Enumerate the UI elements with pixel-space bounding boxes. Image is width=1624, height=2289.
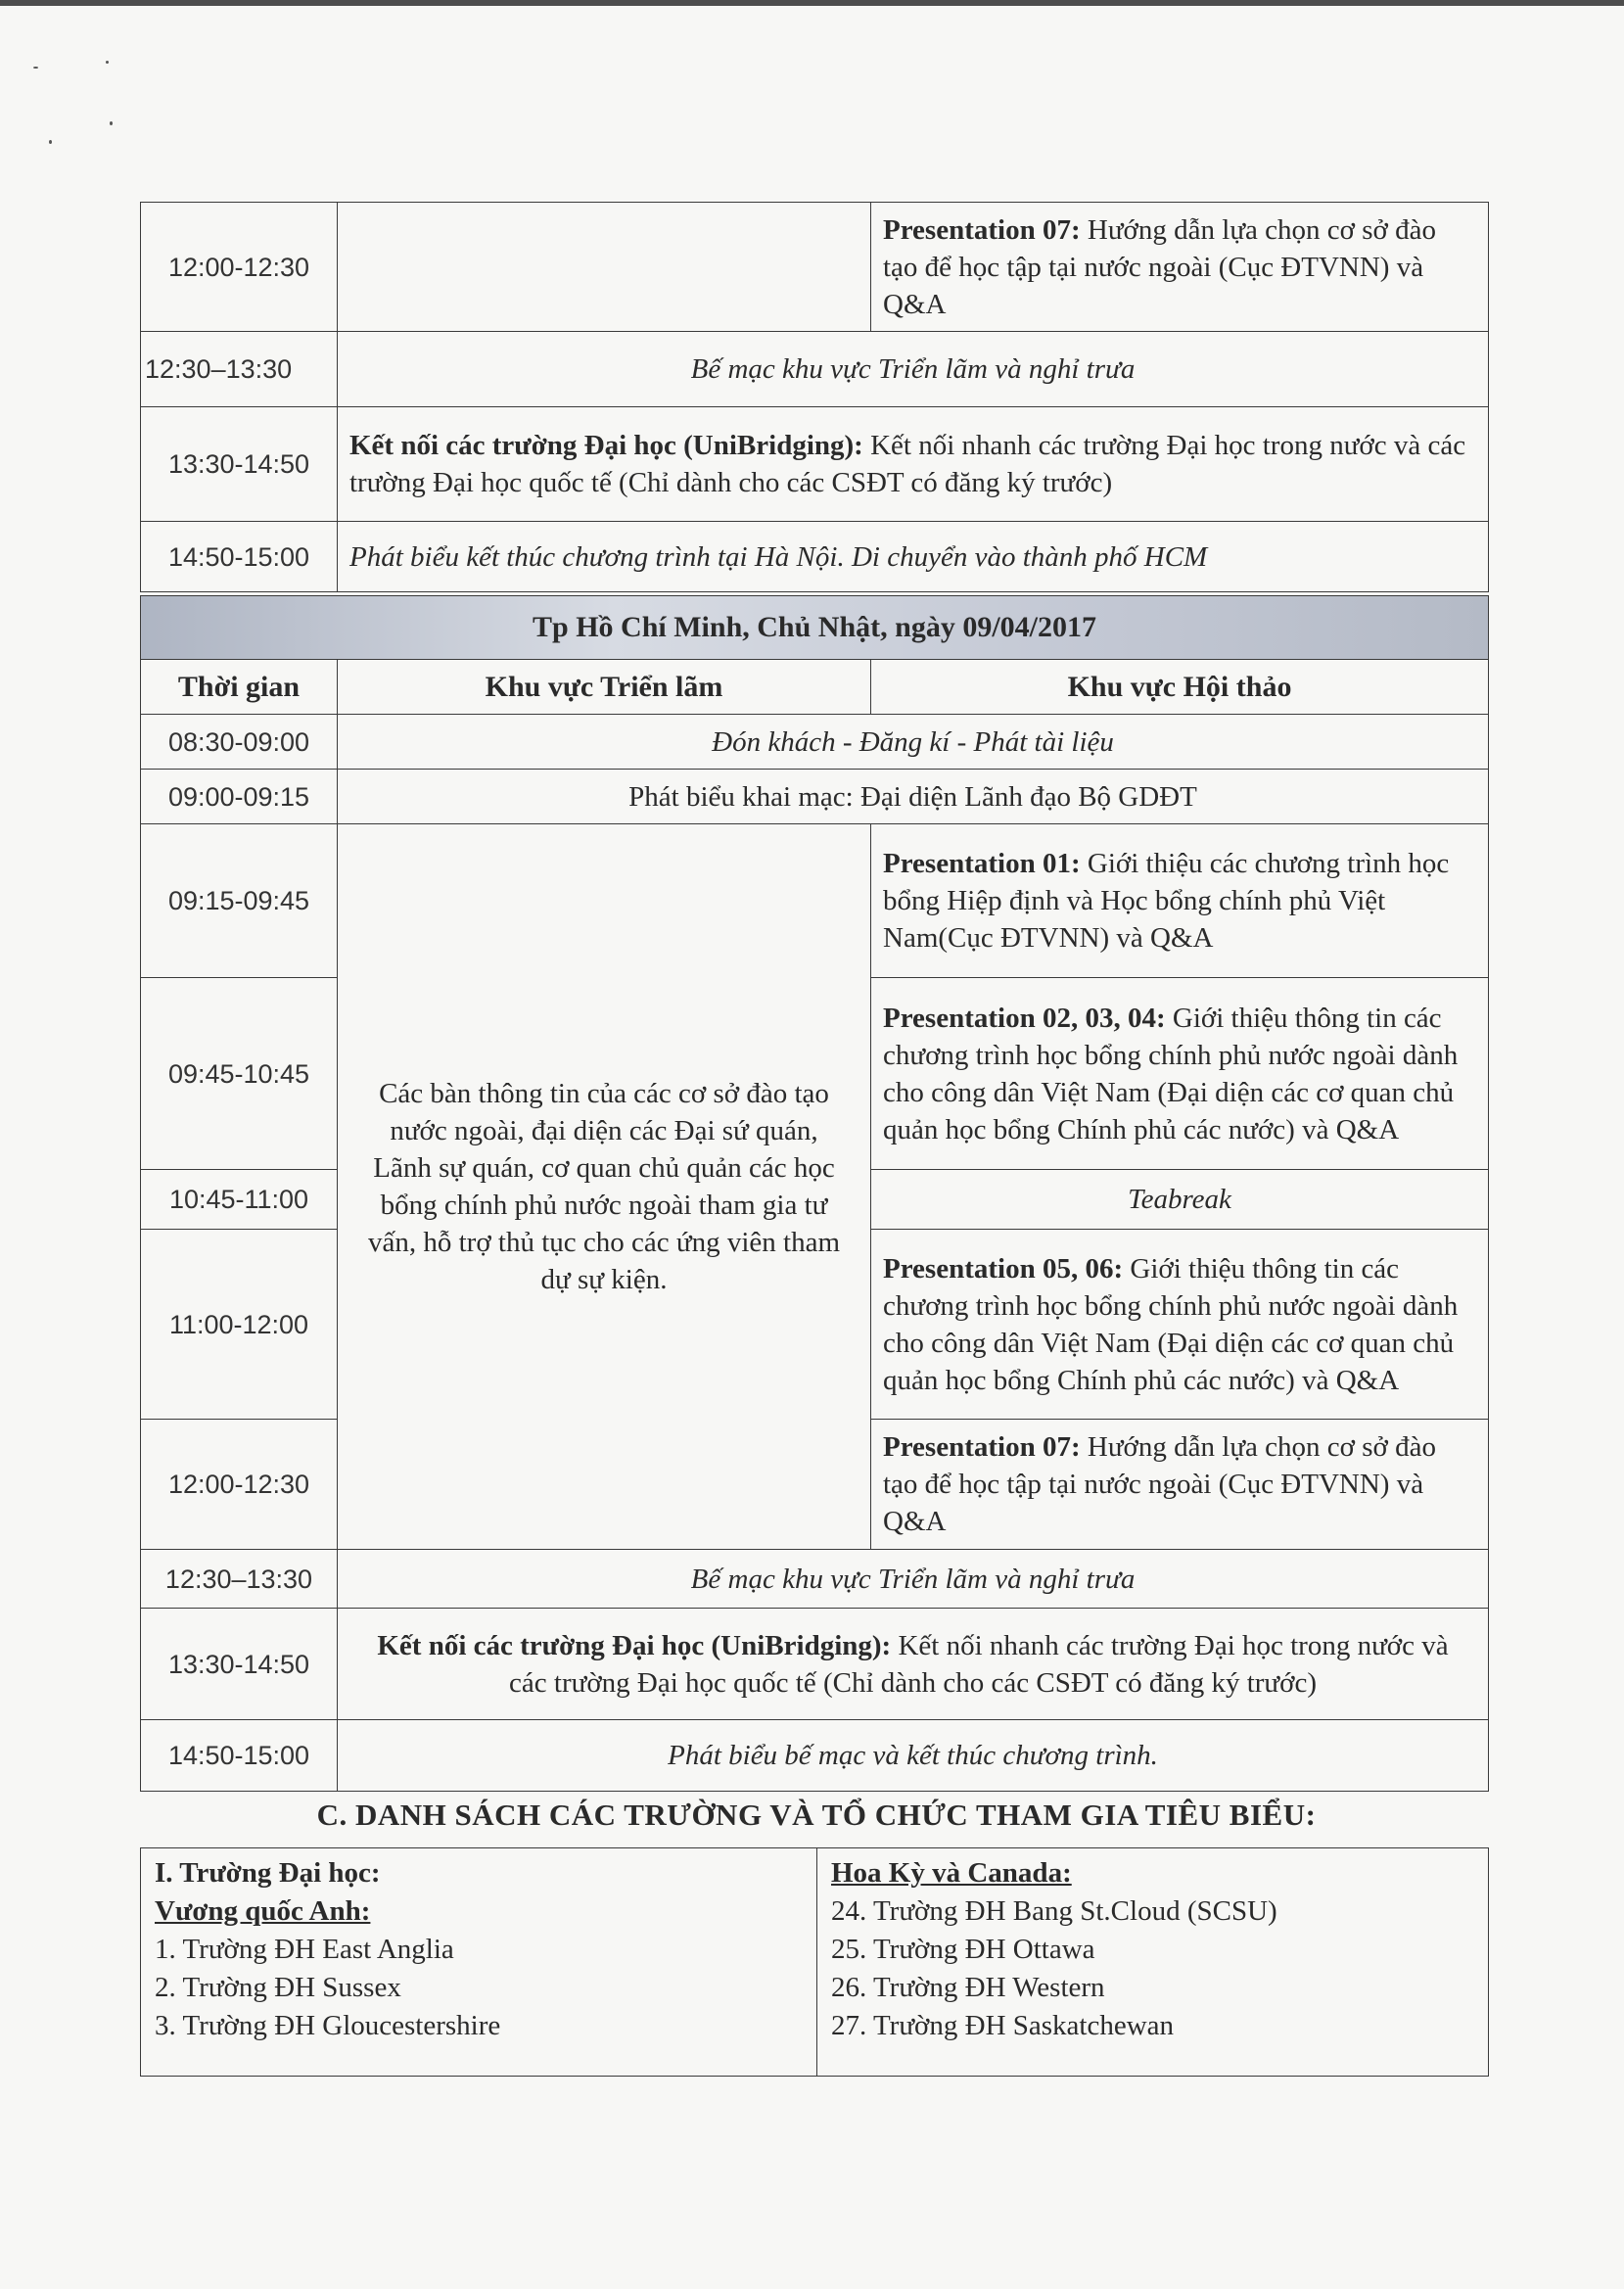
time-cell: 14:50-15:00 — [141, 522, 338, 592]
list-item: 2. Trường ĐH Sussex — [155, 1972, 401, 2003]
break-cell: Bế mạc khu vực Triển lãm và nghỉ trưa — [338, 1550, 1489, 1609]
city-heading-row — [141, 596, 1489, 660]
table-row — [141, 1720, 1489, 1792]
session-desc: Giới thiệu thông tin các chương trình học bổng chính phủ nước ngoài dành cho công dân Việt Nam (Đại diện các cơ quan chủ quản học bổng Chính phủ các nước) và Q&A — [883, 1002, 1459, 1145]
session-title: Presentation 01: — [883, 848, 1081, 879]
table-row — [141, 770, 1489, 824]
list-item: 1. Trường ĐH East Anglia — [155, 1934, 454, 1965]
session-cell — [871, 1420, 1489, 1550]
column-header-row — [141, 660, 1489, 715]
closing-cell: Phát biểu bế mạc và kết thúc chương trình. — [338, 1720, 1489, 1792]
session-cell — [871, 1230, 1489, 1420]
scan-speck — [106, 61, 109, 64]
hanoi-schedule-table — [140, 202, 1489, 592]
country-heading: Hoa Kỳ và Canada: — [831, 1857, 1072, 1889]
group-heading: I. Trường Đại học: — [155, 1857, 381, 1889]
table-row — [141, 824, 1489, 978]
uk-universities-cell — [141, 1848, 817, 2077]
table-row — [141, 715, 1489, 770]
session-desc: Giới thiệu thông tin các chương trình học bổng chính phủ nước ngoài dành cho công dân Việt Nam (Đại diện các cơ quan chủ quản học bổng Chính phủ các nước) và Q&A — [883, 1252, 1459, 1396]
column-header-time: Thời gian — [141, 660, 338, 715]
time-cell: 09:00-09:15 — [141, 770, 338, 824]
list-item: 25. Trường ĐH Ottawa — [831, 1934, 1095, 1965]
session-cell — [338, 1609, 1489, 1720]
list-item: 26. Trường ĐH Western — [831, 1972, 1105, 2003]
hcm-schedule-table — [140, 595, 1489, 1792]
time-cell: 12:30–13:30 — [141, 1550, 338, 1609]
session-cell — [871, 203, 1489, 332]
scan-speck — [33, 67, 38, 69]
session-cell — [338, 407, 1489, 522]
exhibition-cell: Các bàn thông tin của các cơ sở đào tạo nước ngoài, đại diện các Đại sứ quán, Lãnh sự quán, cơ quan chủ quản các học bổng chính phủ nước ngoài tham gia tư vấn, hỗ trợ thủ tục cho các ứng viên tham dự sự kiện. — [338, 824, 871, 1550]
reception-cell: Đón khách - Đăng kí - Phát tài liệu — [338, 715, 1489, 770]
session-desc: Hướng dẫn lựa chọn cơ sở đào tạo để học tập tại nước ngoài (Cục ĐTVNN) và Q&A — [883, 213, 1436, 320]
list-item: 24. Trường ĐH Bang St.Cloud (SCSU) — [831, 1895, 1277, 1927]
session-desc: Hướng dẫn lựa chọn cơ sở đào tạo để học tập tại nước ngoài (Cục ĐTVNN) và Q&A — [883, 1431, 1436, 1537]
scan-top-edge — [0, 0, 1624, 6]
time-cell: 09:45-10:45 — [141, 978, 338, 1170]
us-canada-universities-cell — [817, 1848, 1489, 2077]
time-cell: 11:00-12:00 — [141, 1230, 338, 1420]
teabreak-cell: Teabreak — [871, 1170, 1489, 1230]
session-title: Kết nối các trường Đại học (UniBridging): — [377, 1629, 892, 1661]
session-title: Presentation 05, 06: — [883, 1252, 1124, 1285]
table-row — [141, 332, 1489, 407]
session-cell — [871, 978, 1489, 1170]
table-row — [141, 522, 1489, 592]
time-cell: 09:15-09:45 — [141, 824, 338, 978]
empty-cell — [338, 203, 871, 332]
country-heading: Vương quốc Anh: — [155, 1895, 371, 1927]
list-item: 27. Trường ĐH Saskatchewan — [831, 2010, 1175, 2041]
city-heading: Tp Hồ Chí Minh, Chủ Nhật, ngày 09/04/2017 — [141, 596, 1489, 660]
time-cell: 14:50-15:00 — [141, 1720, 338, 1792]
session-title: Presentation 07: — [883, 213, 1081, 246]
time-cell: 13:30-14:50 — [141, 407, 338, 522]
table-row — [141, 1848, 1489, 2077]
time-cell: 08:30-09:00 — [141, 715, 338, 770]
break-cell: Bế mạc khu vực Triển lãm và nghỉ trưa — [338, 332, 1489, 407]
column-header-exhibition: Khu vực Triển lãm — [338, 660, 871, 715]
session-title: Presentation 07: — [883, 1431, 1081, 1463]
time-cell: 12:30–13:30 — [141, 332, 338, 407]
table-row — [141, 407, 1489, 522]
session-title: Kết nối các trường Đại học (UniBridging): — [349, 430, 863, 461]
table-row — [141, 1550, 1489, 1609]
time-cell: 12:00-12:30 — [141, 1420, 338, 1550]
session-desc: Kết nối nhanh các trường Đại học trong nước và các trường Đại học quốc tế (Chỉ dành cho các CSĐT có đăng ký trước) — [349, 430, 1466, 498]
scan-speck — [110, 121, 113, 125]
column-header-workshop: Khu vực Hội thảo — [871, 660, 1489, 715]
time-cell: 13:30-14:50 — [141, 1609, 338, 1720]
session-title: Presentation 02, 03, 04: — [883, 1002, 1166, 1034]
closing-cell: Phát biểu kết thúc chương trình tại Hà Nội. Di chuyển vào thành phố HCM — [338, 522, 1489, 592]
scan-speck — [49, 140, 52, 144]
participants-table — [140, 1847, 1489, 2077]
session-desc: Giới thiệu các chương trình học bổng Hiệp định và Học bổng chính phủ Việt Nam(Cục ĐTVNN) và Q&A — [883, 848, 1450, 954]
time-cell: 12:00-12:30 — [141, 203, 338, 332]
table-row — [141, 1609, 1489, 1720]
time-cell: 10:45-11:00 — [141, 1170, 338, 1230]
section-c-title: C. DANH SÁCH CÁC TRƯỜNG VÀ TỔ CHỨC THAM GIA TIÊU BIỂU: — [316, 1798, 1317, 1832]
opening-cell: Phát biểu khai mạc: Đại diện Lãnh đạo Bộ GDĐT — [338, 770, 1489, 824]
list-item: 3. Trường ĐH Gloucestershire — [155, 2010, 501, 2041]
session-desc: Kết nối nhanh các trường Đại học trong nước và các trường Đại học quốc tế (Chỉ dành cho các CSĐT có đăng ký trước) — [509, 1629, 1449, 1699]
session-cell — [871, 824, 1489, 978]
table-row — [141, 203, 1489, 332]
